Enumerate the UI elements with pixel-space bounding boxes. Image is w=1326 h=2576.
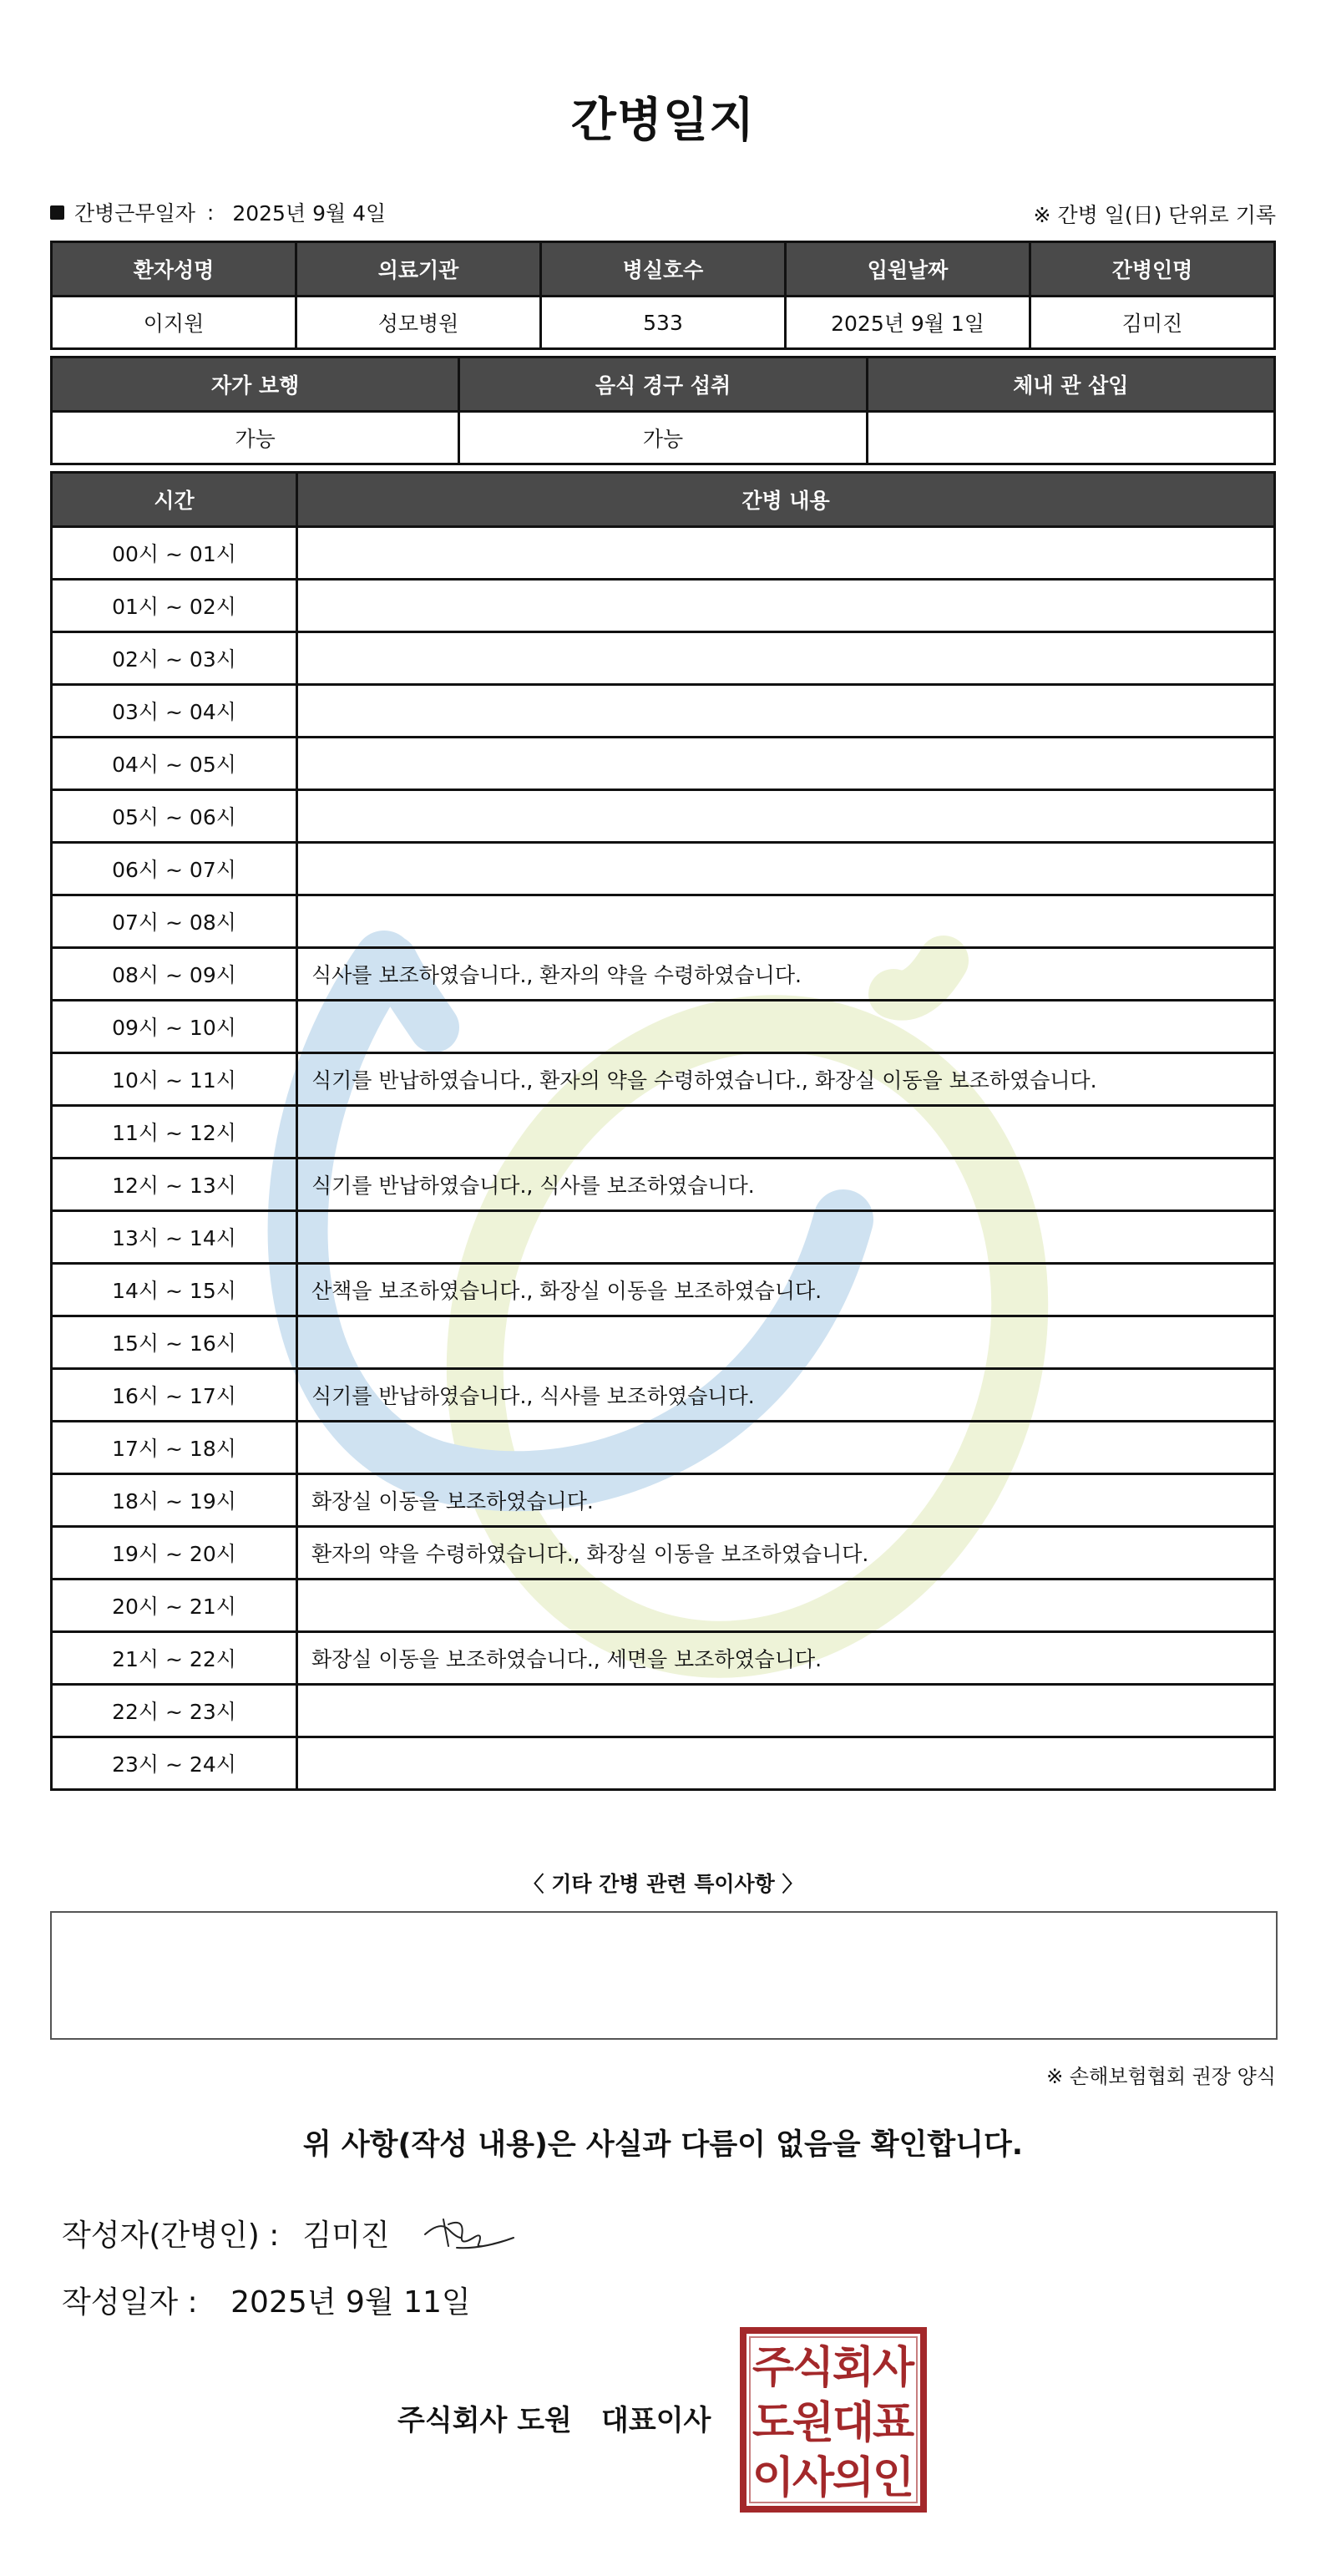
written-date-row [62,2279,471,2321]
log-content [297,1422,1275,1474]
log-row [52,1632,1275,1685]
room-number: 533 [541,297,786,349]
company-seal-stamp [740,2327,927,2513]
notes-box [50,1911,1278,2040]
log-content [297,527,1275,580]
header-care-content: 간병 내용 [297,473,1275,527]
patient-info-value-row [52,297,1275,349]
caregiver-name: 김미진 [1030,297,1275,349]
log-content [297,1211,1275,1264]
log-content: 식기를 반납하였습니다., 식사를 보조하였습니다. [297,1159,1275,1211]
seal-glyph: 도 [752,2399,795,2447]
log-row [52,948,1275,1001]
log-time: 00시 ~ 01시 [52,527,297,580]
log-time: 20시 ~ 21시 [52,1580,297,1632]
insurance-association-note: ※ 손해보험협회 권장 양식 [1046,2065,1276,2088]
log-row [52,1001,1275,1053]
log-time: 04시 ~ 05시 [52,738,297,790]
handwritten-signature [423,2213,515,2254]
log-row [52,1211,1275,1264]
header-hospital: 의료기관 [296,242,541,297]
log-content [297,895,1275,948]
log-content: 산책을 보조하였습니다., 화장실 이동을 보조하였습니다. [297,1264,1275,1316]
log-time: 16시 ~ 17시 [52,1369,297,1422]
log-content [297,1737,1275,1790]
log-time: 05시 ~ 06시 [52,790,297,843]
log-content [297,1580,1275,1632]
log-time: 08시 ~ 09시 [52,948,297,1001]
oral-intake-value: 가능 [459,412,867,464]
log-content: 식기를 반납하였습니다., 환자의 약을 수령하였습니다., 화장실 이동을 보조하였습니다. [297,1053,1275,1106]
work-date-separator: : [206,200,215,225]
company-name: 주식회사 도원 [397,2404,572,2437]
log-time: 01시 ~ 02시 [52,580,297,632]
patient-info-table [50,241,1276,350]
admission-date: 2025년 9월 1일 [786,297,1030,349]
log-row [52,1106,1275,1159]
log-time: 06시 ~ 07시 [52,843,297,895]
log-time: 15시 ~ 16시 [52,1316,297,1369]
seal-glyph: 원 [792,2399,835,2447]
log-row [52,1685,1275,1737]
self-walking-value: 가능 [52,412,459,464]
work-date-row [50,197,386,227]
log-content [297,632,1275,685]
writer-row [62,2212,515,2254]
log-content: 화장실 이동을 보조하였습니다. [297,1474,1275,1527]
seal-glyph: 표 [872,2399,915,2447]
log-content [297,1106,1275,1159]
log-time: 21시 ~ 22시 [52,1632,297,1685]
log-time: 07시 ~ 08시 [52,895,297,948]
log-row [52,1159,1275,1211]
log-time: 17시 ~ 18시 [52,1422,297,1474]
log-row [52,1316,1275,1369]
header-self-walking: 자가 보행 [52,357,459,412]
bullet-square-icon [50,205,64,220]
log-content [297,580,1275,632]
log-time: 11시 ~ 12시 [52,1106,297,1159]
seal-glyph: 의 [832,2454,875,2502]
log-time: 14시 ~ 15시 [52,1264,297,1316]
patient-status-table [50,356,1276,465]
header-room-number: 병실호수 [541,242,786,297]
log-time: 12시 ~ 13시 [52,1159,297,1211]
seal-glyph: 사 [792,2454,835,2502]
log-row [52,1527,1275,1580]
log-header-row [52,473,1275,527]
log-content [297,790,1275,843]
log-row [52,1053,1275,1106]
log-content [297,1316,1275,1369]
log-content [297,685,1275,738]
header-admission-date: 입원날짜 [786,242,1030,297]
log-row [52,738,1275,790]
seal-glyph: 이 [752,2454,795,2502]
log-time: 18시 ~ 19시 [52,1474,297,1527]
log-time: 22시 ~ 23시 [52,1685,297,1737]
log-row [52,1369,1275,1422]
seal-glyph: 식 [792,2344,835,2392]
log-time: 19시 ~ 20시 [52,1527,297,1580]
log-content [297,1001,1275,1053]
log-content: 환자의 약을 수령하였습니다., 화장실 이동을 보조하였습니다. [297,1527,1275,1580]
notes-title: 〈 기타 간병 관련 특이사항 〉 [523,1872,803,1896]
patient-name: 이지원 [52,297,296,349]
log-row [52,895,1275,948]
seal-glyph: 주 [752,2344,795,2392]
header-time: 시간 [52,473,297,527]
log-time: 13시 ~ 14시 [52,1211,297,1264]
hourly-care-log-table [50,471,1276,1791]
log-time: 23시 ~ 24시 [52,1737,297,1790]
writer-name: 김미진 [302,2219,390,2253]
header-patient-name: 환자성명 [52,242,296,297]
log-content: 식사를 보조하였습니다., 환자의 약을 수령하였습니다. [297,948,1275,1001]
log-row [52,527,1275,580]
log-row [52,1737,1275,1790]
header-tube-insertion: 체내 관 삽입 [867,357,1274,412]
log-content: 화장실 이동을 보조하였습니다., 세면을 보조하였습니다. [297,1632,1275,1685]
work-date-label: 간병근무일자 [74,201,195,226]
header-caregiver-name: 간병인명 [1030,242,1275,297]
log-row [52,1580,1275,1632]
seal-glyph: 사 [872,2344,915,2392]
log-time: 09시 ~ 10시 [52,1001,297,1053]
log-row [52,1474,1275,1527]
seal-glyph: 대 [832,2399,875,2447]
record-unit-note: ※ 간병 일(日) 단위로 기록 [1033,203,1276,227]
work-date-value: 2025년 9월 4일 [232,201,387,226]
header-oral-intake: 음식 경구 섭취 [459,357,867,412]
document-title: 간병일지 [570,94,756,148]
log-content [297,738,1275,790]
written-date-label: 작성일자 : [62,2285,198,2320]
patient-status-header-row [52,357,1275,412]
log-content: 식기를 반납하였습니다., 식사를 보조하였습니다. [297,1369,1275,1422]
log-row [52,632,1275,685]
hospital-name: 성모병원 [296,297,541,349]
log-row [52,685,1275,738]
seal-glyph: 회 [832,2344,875,2392]
log-time: 10시 ~ 11시 [52,1053,297,1106]
log-body [52,527,1275,1790]
log-row [52,1422,1275,1474]
ceo-title: 대표이사 [601,2404,711,2437]
log-content [297,843,1275,895]
log-time: 02시 ~ 03시 [52,632,297,685]
tube-insertion-value [867,412,1274,464]
confirmation-statement: 위 사항(작성 내용)은 사실과 다름이 없음을 확인합니다. [302,2128,1024,2162]
log-row [52,1264,1275,1316]
log-row [52,580,1275,632]
writer-label: 작성자(간병인) : [62,2219,280,2253]
log-row [52,843,1275,895]
patient-info-header-row [52,242,1275,297]
log-time: 03시 ~ 04시 [52,685,297,738]
written-date-value: 2025년 9월 11일 [230,2285,471,2320]
log-content [297,1685,1275,1737]
patient-status-value-row [52,412,1275,464]
log-row [52,790,1275,843]
seal-glyph: 인 [872,2454,915,2502]
